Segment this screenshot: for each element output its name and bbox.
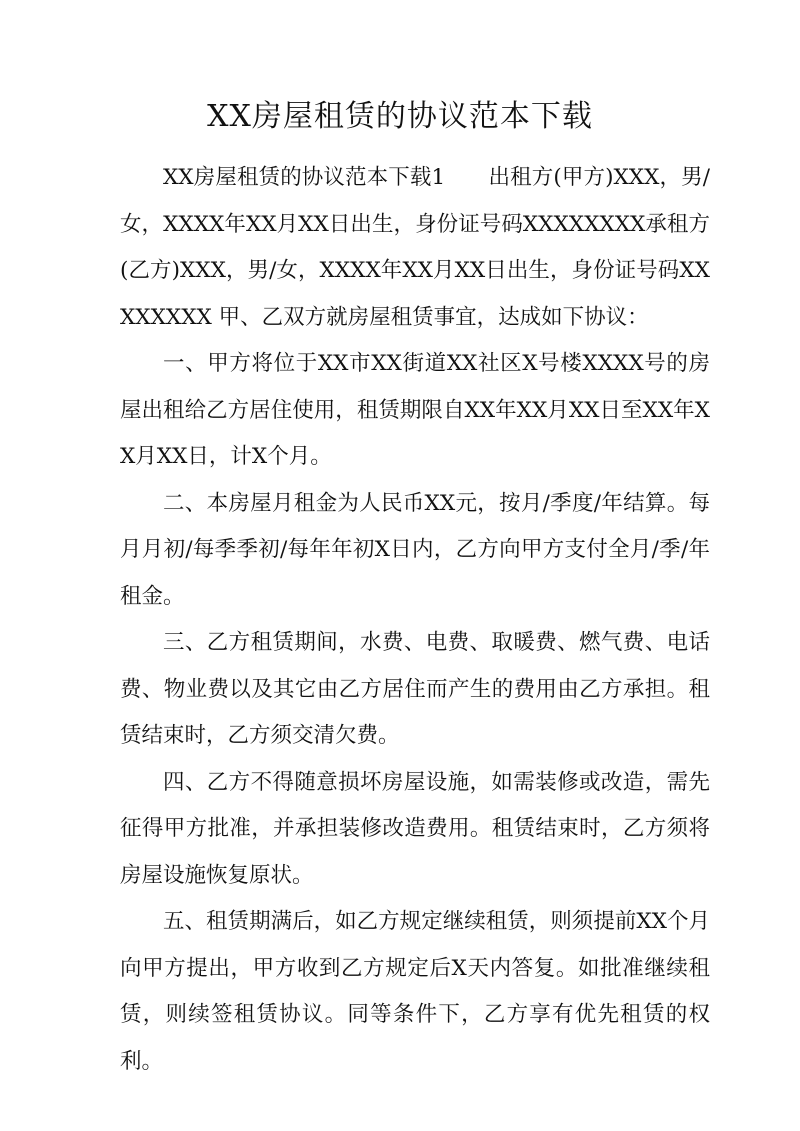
paragraph-clause-1: 一、甲方将位于XX市XX街道XX社区X号楼XXXX号的房屋出租给乙方居住使用，租赁期限自XX年XX月XX日至XX年XX月XX日，计X个月。 bbox=[120, 351, 710, 469]
paragraph-clause-3: 三、乙方租赁期间，水费、电费、取暖费、燃气费、电话费、物业费以及其它由乙方居住而产生的费用由乙方承担。租赁结束时，乙方须交清欠费。 bbox=[120, 630, 710, 748]
document-body bbox=[120, 155, 710, 1085]
paragraph-clause-4: 四、乙方不得随意损坏房屋设施，如需装修或改造，需先征得甲方批准，并承担装修改造费用。租赁结束时，乙方须将房屋设施恢复原状。 bbox=[120, 769, 710, 888]
paragraph-clause-5: 五、租赁期满后，如乙方规定继续租赁，则须提前XX个月向甲方提出，甲方收到乙方规定后X天内答复。如批准继续租赁，则续签租赁协议。同等条件下，乙方享有优先租赁的权利。 bbox=[120, 909, 710, 1074]
document-title: XX房屋租赁的协议范本下载 bbox=[207, 99, 593, 134]
paragraph-clause-2: 二、本房屋月租金为人民币XX元，按月/季度/年结算。每月月初/每季季初/每年年初X日内，乙方向甲方支付全月/季/年租金。 bbox=[120, 490, 710, 609]
paragraph-intro: XX房屋租赁的协议范本下载1 出租方(甲方)XXX，男/女，XXXX年XX月XX日出生，身份证号码XXXXXXXX承租方(乙方)XXX，男/女，XXXX年XX月XX日出生，身份证号码XXXXXXXX 甲、乙双方就房屋租赁事宜，达成如下协议： bbox=[120, 165, 710, 330]
